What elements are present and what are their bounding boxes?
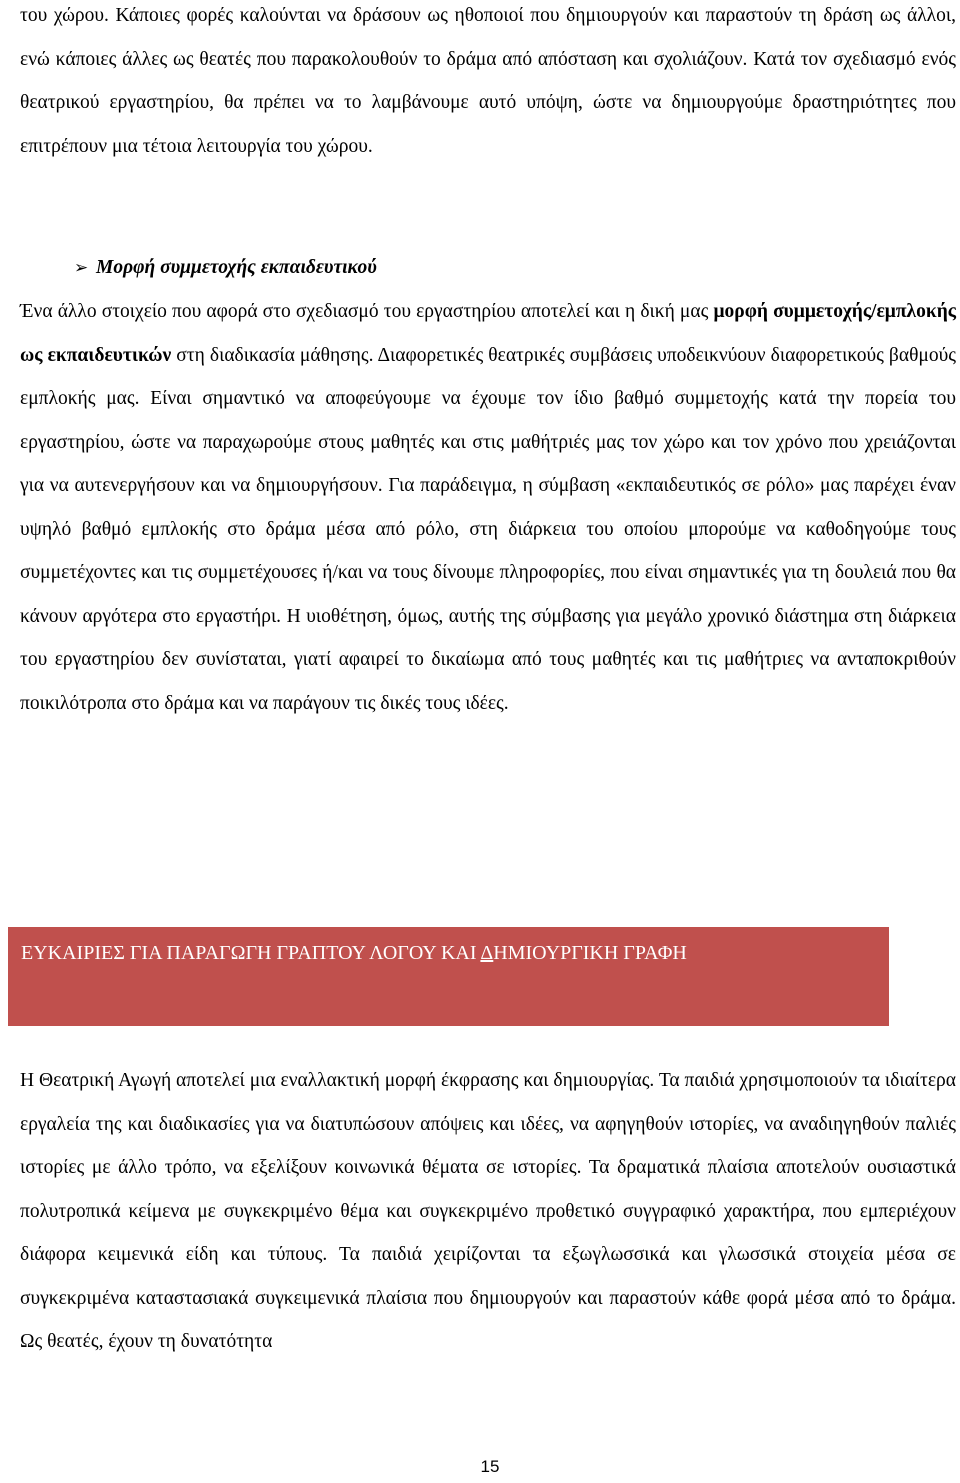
paragraph-top: του χώρου. Κάποιες φορές καλούνται να δράσουν ως ηθοποιοί που δημιουργούν και παραστούν τη δράση ως άλλοι, ενώ κάποιες άλλες ως θεατές που παρακολουθούν το δράμα από απόσταση και σχολιάζουν. Κατά τον σχεδιασμό ενός θεατρικού εργαστηρίου, θα πρέπει να το λαμβάνουμε αυτό υπόψη, ώστε να δημιουργούμε δραστηριότητες που επιτρέπουν μια τέτοια λειτουργία του χώρου.: [20, 5, 956, 157]
section-heading: [21, 931, 877, 976]
section-title-before: ΕΥΚΑΙΡΙΕΣ ΓΙΑ ΠΑΡΑΓΩΓΗ ΓΡΑΠΤΟΥ ΛΟΓΟΥ ΚΑΙ: [21, 942, 481, 964]
bullet-heading: [74, 248, 377, 288]
section-title-underlined: Δ: [480, 942, 494, 964]
bullet-heading-text: Μορφή συμμετοχής εκπαιδευτικού: [96, 257, 377, 278]
paragraph-theatre-education: Η Θεατρική Αγωγή αποτελεί μια εναλλακτική μορφή έκφρασης και δημιουργίας. Τα παιδιά χρησιμοποιούν τα ιδιαίτερα εργαλεία της και διαδικασίες για να διατυπώσουν απόψεις και ιδέες, να αφηγηθούν ιστορίες, να αναδιηγηθούν παλιές ιστορίες με άλλο τρόπο, να εξελίξουν κοινωνικά θέματα σε ιστορίες. Τα δραματικά πλαίσια αποτελούν ουσιαστικά πολυτροπικά κείμενα με συγκεκριμένο θέμα και συγκεκριμένο προθετικό συγγραφικό χαρακτήρα, που εμπεριέχουν διάφορα κειμενικά είδη και τύπους. Τα παιδιά χειρίζονται τα εξωγλωσσικά και γλωσσικά στοιχεία μέσα σε συγκεκριμένα καταστασιακά συγκειμενικά πλαίσια που δημιουργούν και παραστούν κάθε φορά μέσα από το δράμα. Ως θεατές, έχουν τη δυνατότητα: [20, 1070, 956, 1352]
section-heading-banner: [8, 927, 889, 1026]
page-number: 15: [480, 1457, 500, 1476]
arrowhead-bullet-icon: ➢: [74, 258, 89, 278]
paragraph-1-rest: στη διαδικασία μάθησης. Διαφορετικές θεατρικές συμβάσεις υποδεικνύουν διαφορετικούς βαθμούς εμπλοκής μας. Είναι σημαντικό να αποφεύγουμε να έχουμε τον ίδιο βαθμό συμμετοχής κατά την πορεία του εργαστηρίου, ώστε να παραχωρούμε στους μαθητές και στις μαθήτριές μας τον χώρο και τον χρόνο που χρειάζονται για να αυτενεργήσουν και να δημιουργήσουν. Για παράδειγμα, η σύμβαση «εκπαιδευτικός σε ρόλο» μας παρέχει έναν υψηλό βαθμό εμπλοκής στο δράμα μέσα από ρόλο, στη διάρκεια του οποίου μπορούμε να καθοδηγούμε τους συμμετέχοντες και τις συμμετέχουσες ή/και να τους δίνουμε πληροφορίες, που είναι σημαντικές για τη δουλειά που θα κάνουν αργότερα στο εργαστήρι. Η υιοθέτηση, όμως, αυτής της σύμβασης για μεγάλο χρονικό διάστημα στη διάρκεια του εργαστηρίου δεν συνίσταται, γιατί αφαιρεί το δικαίωμα από τους μαθητές και τις μαθήτριες να ανταποκριθούν ποικιλότροπα στο δράμα και να παράγουν τις δικές τους ιδέες.: [20, 344, 956, 714]
paragraph-1-bold: μορφή συμμετοχής/εμπλοκής ως εκπαιδευτικών: [20, 301, 956, 366]
section-title-after: ΗΜΙΟΥΡΓΙΚΗ ΓΡΑΦΗ: [493, 942, 687, 964]
paragraph-1-start: Ένα άλλο στοιχείο που αφορά στο σχεδιασμό του εργαστηρίου αποτελεί και η δική μας: [20, 301, 714, 322]
paragraph-educator-participation: [20, 290, 956, 725]
